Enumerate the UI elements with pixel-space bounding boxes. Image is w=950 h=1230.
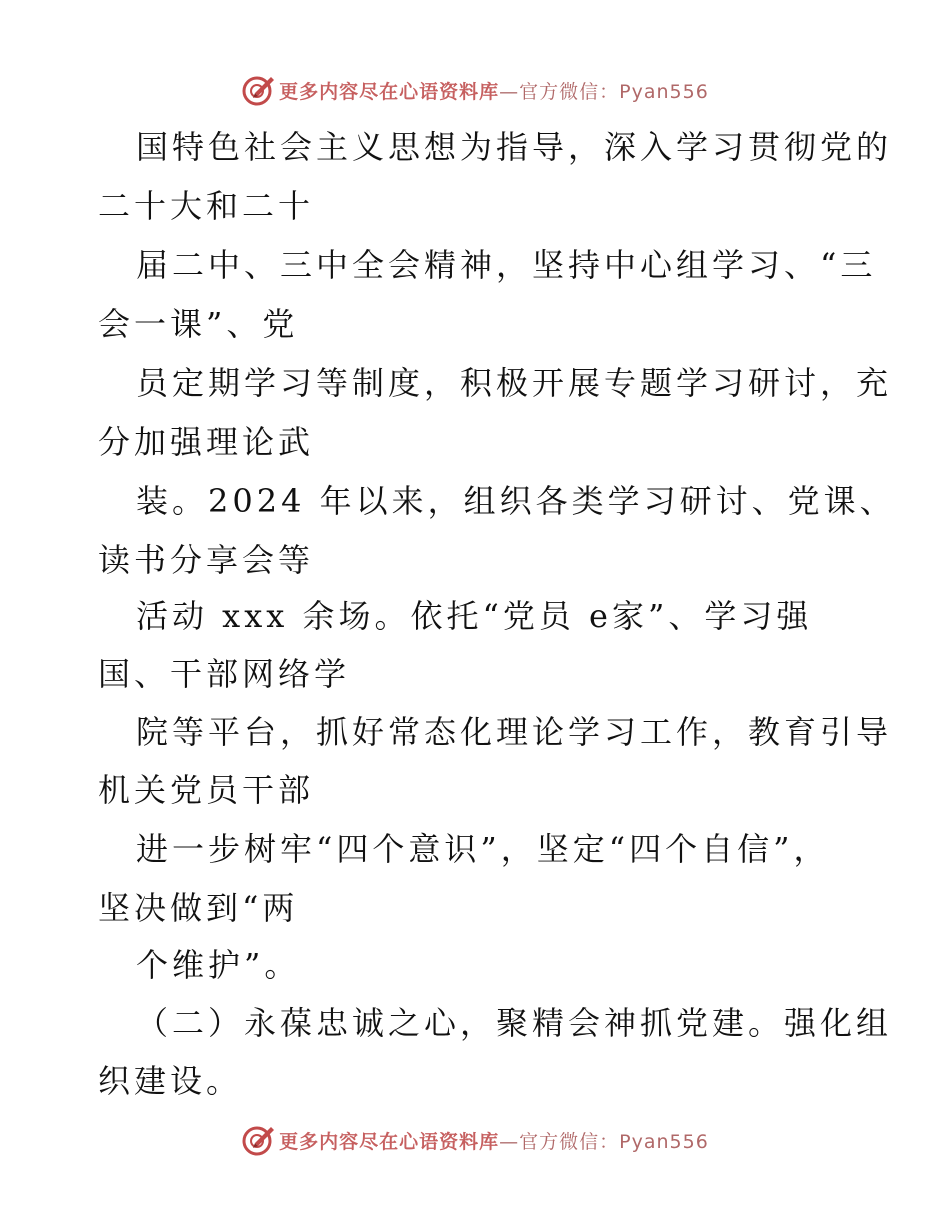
body-line: 院等平台，抓好常态化理论学习工作，教育引导 — [136, 713, 893, 751]
footer-contact: 官方微信：Pyan556 — [519, 1130, 709, 1153]
body-line: 分加强理论武 — [98, 423, 315, 461]
body-line: 个维护”。 — [136, 946, 301, 984]
header-contact: 官方微信：Pyan556 — [519, 80, 709, 103]
header-dash: — — [499, 80, 520, 103]
body-line: 织建设。 — [98, 1062, 243, 1100]
body-line: 机关党员干部 — [98, 771, 315, 809]
body-line: 会一课”、党 — [98, 305, 299, 343]
body-line: 国、干部网络学 — [98, 655, 351, 693]
footer-banner — [0, 1120, 950, 1160]
body-line: 装。2024 年以来，组织各类学习研讨、党课、 — [136, 482, 896, 520]
body-line: 活动 xxx 余场。依托“党员 e家”、学习强 — [136, 597, 813, 635]
body-line: 坚决做到“两 — [98, 889, 299, 927]
body-line: 国特色社会主义思想为指导，深入学习贯彻党的 — [136, 128, 893, 166]
pen-logo-icon — [241, 1123, 275, 1157]
body-line: 读书分享会等 — [98, 541, 315, 579]
body-line: （二）永葆忠诚之心，聚精会神抓党建。强化组 — [136, 1004, 893, 1042]
footer-dash: — — [499, 1130, 520, 1153]
header-brand: 更多内容尽在心语资料库 — [279, 80, 500, 103]
body-line: 员定期学习等制度，积极开展专题学习研讨，充 — [136, 364, 893, 402]
body-line: 二十大和二十 — [98, 187, 315, 225]
footer-banner-text — [279, 1127, 709, 1154]
body-line: 进一步树牢“四个意识”，坚定“四个自信”， — [136, 830, 830, 868]
footer-brand: 更多内容尽在心语资料库 — [279, 1130, 500, 1153]
body-line: 届二中、三中全会精神，坚持中心组学习、“三 — [136, 246, 877, 284]
